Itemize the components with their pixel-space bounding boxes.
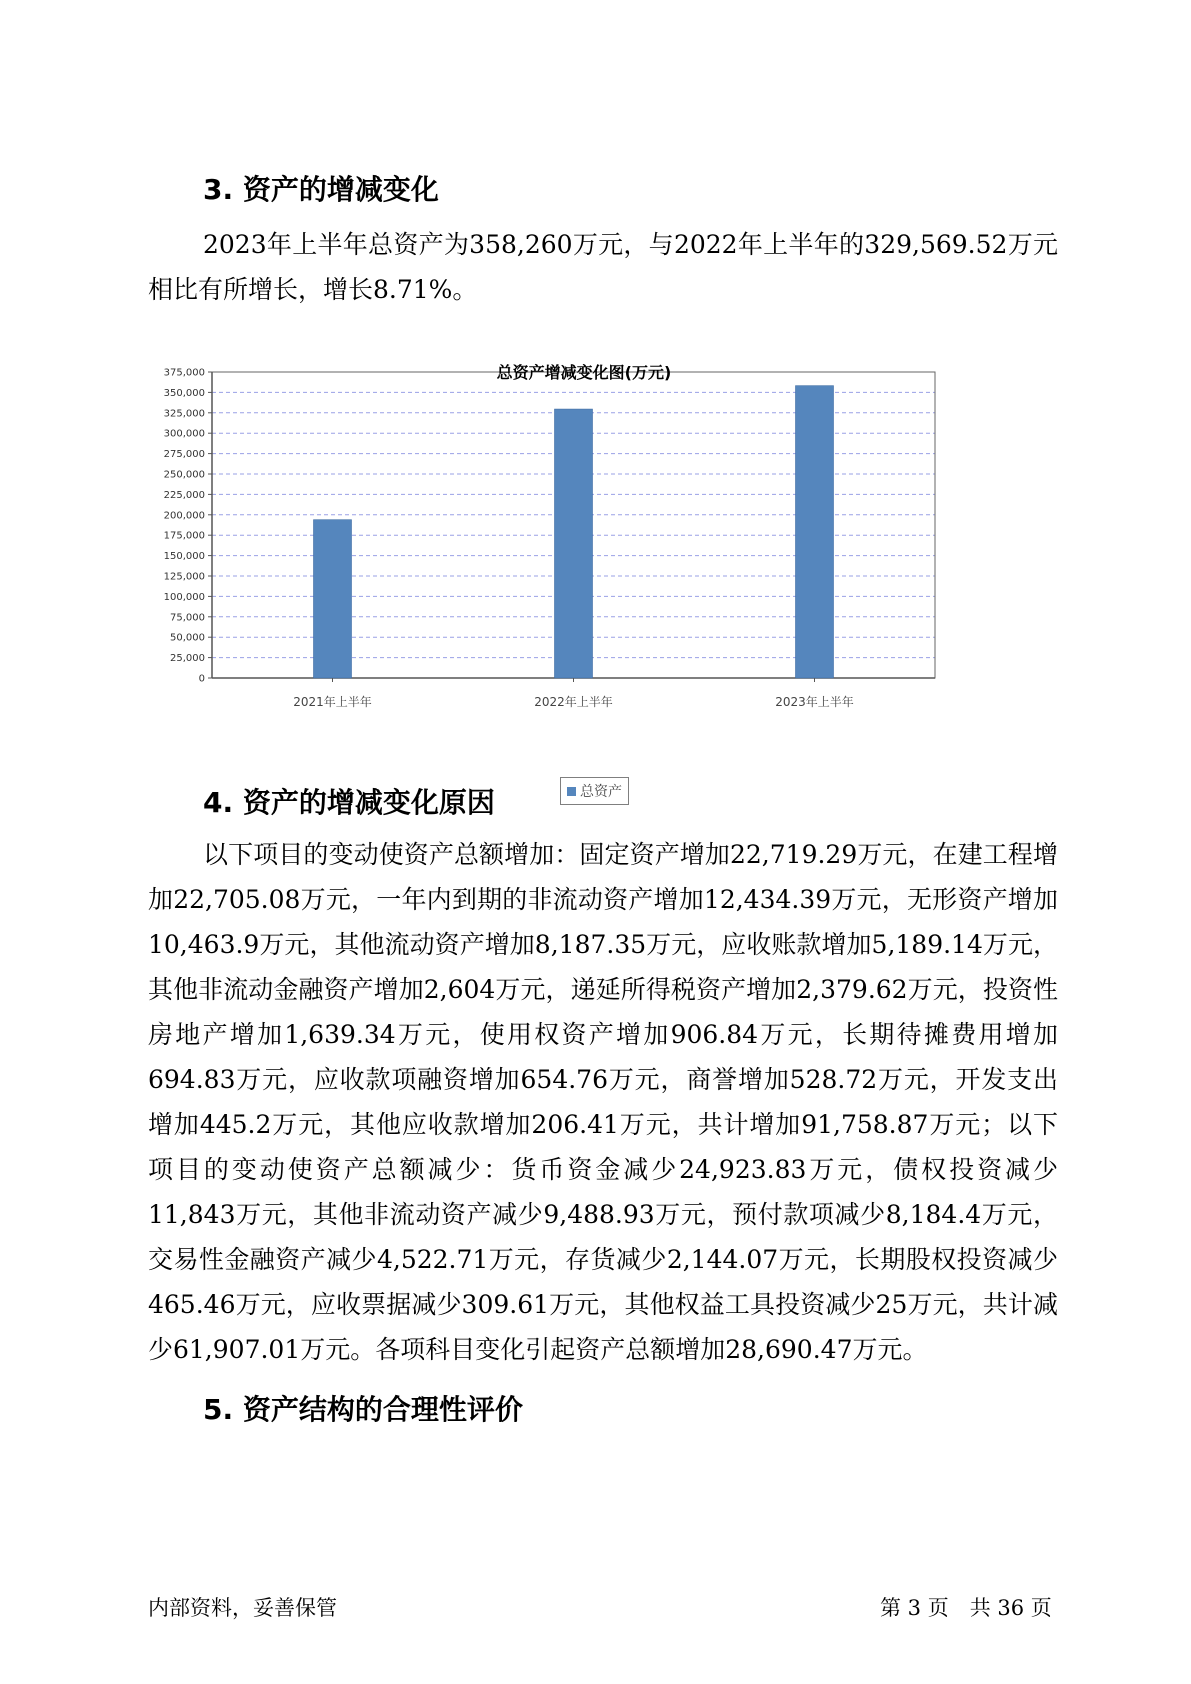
section-4-heading: 4. 资产的增减变化原因 (203, 786, 495, 819)
y-tick-label: 25,000 (170, 653, 205, 665)
y-tick-label: 300,000 (163, 428, 205, 440)
section-3-heading: 3. 资产的增减变化 (203, 173, 439, 206)
y-tick-label: 350,000 (163, 387, 205, 399)
y-tick-label: 0 (198, 673, 205, 685)
section-3-paragraph: 2023年上半年总资产为358,260万元，与2022年上半年的329,569.52万元相比有所增长，增长8.71%。 (148, 230, 1058, 304)
footer-confidential-note: 内部资料，妥善保管 (148, 1596, 337, 1620)
chart-legend (560, 777, 629, 805)
total-assets-chart (150, 352, 1030, 812)
footer-page-number: 第 3 页 共 36 页 (880, 1596, 1052, 1620)
bar (555, 409, 593, 678)
x-tick-label: 2021年上半年 (293, 695, 372, 709)
y-tick-label: 250,000 (163, 469, 205, 481)
y-tick-label: 325,000 (163, 408, 205, 420)
legend-swatch (567, 787, 576, 796)
chart-plot (150, 352, 1030, 772)
y-tick-label: 175,000 (163, 530, 205, 542)
x-tick-label: 2022年上半年 (534, 695, 613, 709)
y-tick-label: 100,000 (163, 591, 205, 603)
bar (796, 386, 834, 678)
legend-label: 总资产 (580, 784, 622, 800)
chart-title: 总资产增减变化图(万元) (496, 363, 672, 382)
y-tick-label: 225,000 (163, 489, 205, 501)
section-4-paragraph: 以下项目的变动使资产总额增加：固定资产增加22,719.29万元，在建工程增加22,705.08万元，一年内到期的非流动资产增加12,434.39万元，无形资产增加10,463.9万元，其他流动资产增加8,187.35万元，应收账款增加5,189.14万元，其他非流动金融资产增加2,604万元，递延所得税资产增加2,379.62万元，投资性房地产增加1,639.34万元，使用权资产增加906.84万元，长期待摊费用增加694.83万元，应收款项融资增加654.76万元，商誉增加528.72万元，开发支出增加445.2万元，其他应收款增加206.41万元，共计增加91,758.87万元；以下项目的变动使资产总额减少：货币资金减少24,923.83万元，债权投资减少11,843万元，其他非流动资产减少9,488.93万元，预付款项减少8,184.4万元，交易性金融资产减少4,522.71万元，存货减少2,144.07万元，长期股权投资减少465.46万元，应收票据减少309.61万元，其他权益工具投资减少25万元，共计减少61,907.01万元。各项科目变化引起资产总额增加28,690.47万元。 (148, 840, 1058, 1364)
section-5-heading: 5. 资产结构的合理性评价 (203, 1393, 523, 1426)
y-tick-label: 150,000 (163, 551, 205, 563)
y-tick-label: 375,000 (163, 367, 205, 379)
x-tick-label: 2023年上半年 (775, 695, 854, 709)
y-tick-label: 75,000 (170, 612, 205, 624)
y-tick-label: 275,000 (163, 449, 205, 461)
y-tick-label: 125,000 (163, 571, 205, 583)
bar (314, 520, 352, 678)
y-tick-label: 50,000 (170, 632, 205, 644)
y-tick-label: 200,000 (163, 510, 205, 522)
